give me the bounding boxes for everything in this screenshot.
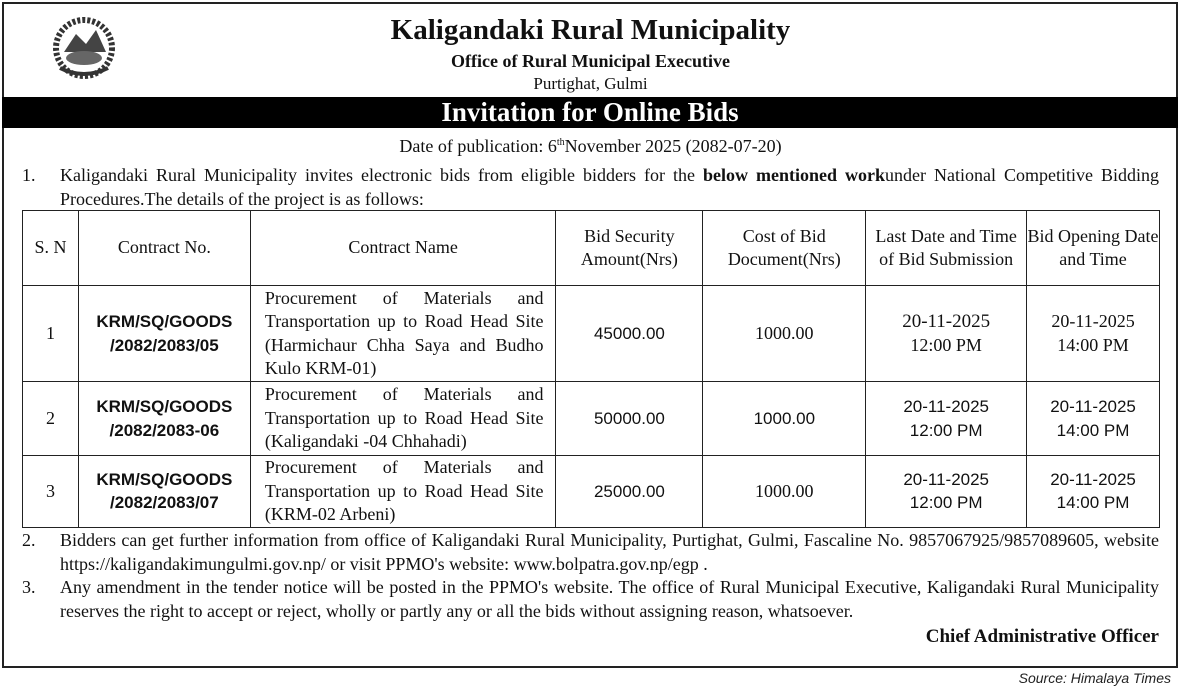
table-row: [23, 382, 1160, 456]
cell-contract-name: Procurement of Materials and Transportation up to Road Head Site (Kaligandaki -04 Chhahadi): [250, 382, 556, 456]
cell-opening: 20-11-2025 14:00 PM: [1027, 286, 1160, 382]
office-name: Office of Rural Municipal Executive: [451, 51, 730, 71]
cell-contract-name: Procurement of Materials and Transportation up to Road Head Site (Harmichaur Chha Saya and Budho Kulo KRM-01): [250, 286, 556, 382]
cell-bid-security: 50000.00: [556, 382, 703, 456]
source-credit: Source: Himalaya Times: [1018, 670, 1171, 686]
bids-table: [22, 210, 1160, 528]
col-sn: S. N: [23, 211, 79, 286]
paragraph-3: 3. Any amendment in the tender notice will be posted in the PPMO's website. The office of Rural Municipal Executive, Kaligandaki Rural Municipality reserves the right to accept or reject, wholly or partly any or all the bids without assigning reason, whatsoever.: [22, 577, 1159, 621]
cell-submission: 20-11-2025 12:00 PM: [866, 382, 1027, 456]
table-row: [23, 456, 1160, 528]
cell-contract-no: KRM/SQ/GOODS /2082/2083/07: [78, 456, 250, 528]
cell-contract-no: KRM/SQ/GOODS /2082/2083-06: [78, 382, 250, 456]
paragraph-1: 1. Kaligandaki Rural Municipality invites electronic bids from eligible bidders for the below mentioned workunder National Competitive Bidding Procedures.The details of the project is as follows:: [22, 165, 1159, 209]
cell-bid-security: 25000.00: [556, 456, 703, 528]
cell-doc-cost: 1000.00: [703, 382, 866, 456]
cell-opening: 20-11-2025 14:00 PM: [1027, 382, 1160, 456]
cell-submission: 20-11-2025 12:00 PM: [866, 456, 1027, 528]
address: Purtighat, Gulmi: [533, 74, 648, 93]
publication-date: Date of publication: 6thNovember 2025 (2082-07-20): [399, 136, 782, 156]
paragraph-2: 2. Bidders can get further information from office of Kaligandaki Rural Municipality, Purtighat, Gulmi, Fascaline No. 9857067925/9857089605, website https://kaligandakimungulmi.gov.np/ or visit PPMO's website: www.bolpatra.gov.np/egp .: [22, 530, 1159, 574]
col-bid-security: Bid Security Amount(Nrs): [556, 211, 703, 286]
col-submission: Last Date and Time of Bid Submission: [866, 211, 1027, 286]
notice-banner: Invitation for Online Bids: [2, 97, 1178, 128]
signature: Chief Administrative Officer: [925, 626, 1159, 647]
cell-submission: 20-11-2025 12:00 PM: [866, 286, 1027, 382]
cell-sn: 2: [23, 382, 79, 456]
cell-doc-cost: 1000.00: [703, 286, 866, 382]
col-opening: Bid Opening Date and Time: [1027, 211, 1160, 286]
cell-opening: 20-11-2025 14:00 PM: [1027, 456, 1160, 528]
municipality-title: Kaligandaki Rural Municipality: [390, 14, 791, 46]
col-contract-no: Contract No.: [78, 211, 250, 286]
cell-sn: 3: [23, 456, 79, 528]
cell-sn: 1: [23, 286, 79, 382]
col-contract-name: Contract Name: [250, 211, 556, 286]
cell-bid-security: 45000.00: [556, 286, 703, 382]
table-header-row: [23, 211, 1160, 286]
cell-doc-cost: 1000.00: [703, 456, 866, 528]
cell-contract-no: KRM/SQ/GOODS /2082/2083/05: [78, 286, 250, 382]
cell-contract-name: Procurement of Materials and Transportation up to Road Head Site (KRM-02 Arbeni): [250, 456, 556, 528]
table-row: [23, 286, 1160, 382]
col-doc-cost: Cost of Bid Document(Nrs): [703, 211, 866, 286]
